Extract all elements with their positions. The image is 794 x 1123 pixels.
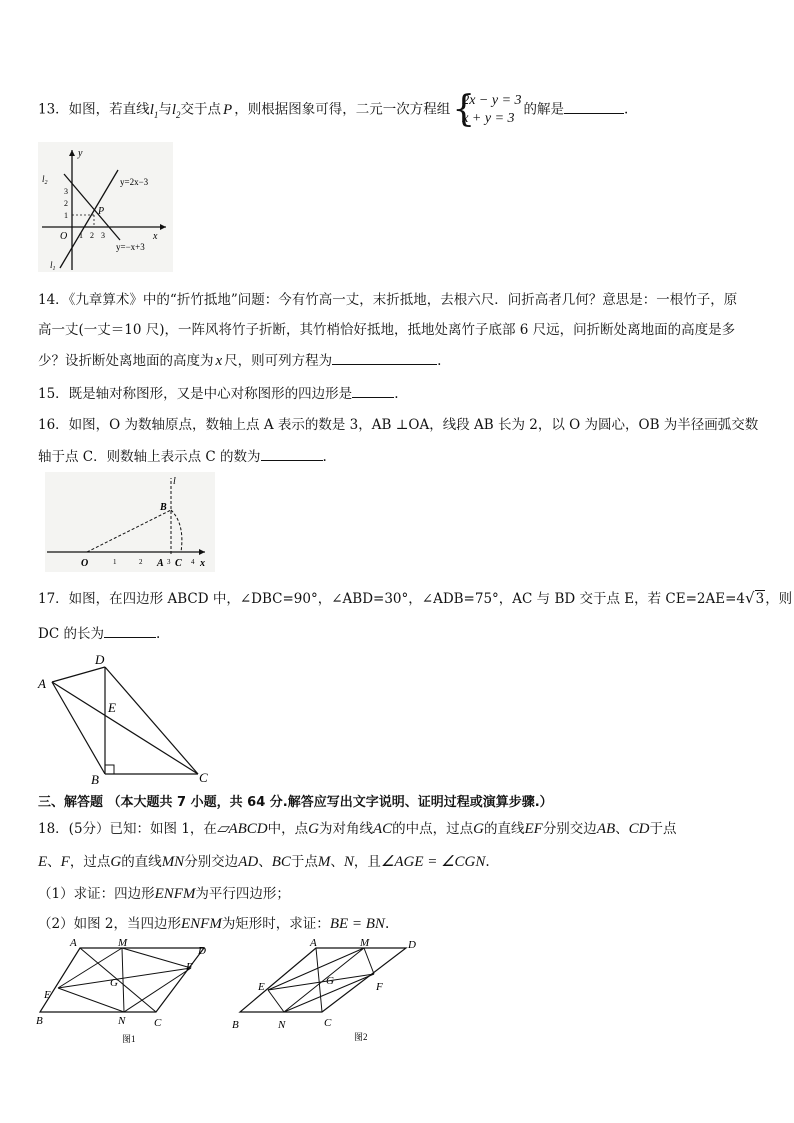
y-tick-2: 2 [64,199,68,208]
label-b: B [91,772,99,787]
diagonal-ac [52,682,198,774]
q18-l2-sep2: 、 [330,854,344,870]
edge-dc [105,667,198,774]
q18-sub1 [38,884,290,904]
label-l: l [173,476,176,487]
q17-line2 [38,623,160,644]
label-g: G [326,975,334,987]
label-a: A [38,676,46,691]
segment-ac: AC [372,821,393,837]
segment-mf [122,948,191,968]
section-3-header: 三、解答题 （本大题共 7 小题，共 64 分.解答应写出文字说明、证明过程或演算步骤.） [38,795,553,810]
label-b: B [36,1015,43,1027]
line-l1: $l_1$ [149,101,159,120]
q18-l2-b: ，过点 [69,854,111,870]
tick-4: 4 [191,558,195,566]
q16-graph [45,472,215,572]
label-c: C [324,1017,332,1029]
tick-3: 3 [167,558,171,566]
q18-l2-h: 于点 [290,854,318,870]
line1-label: y=2x−3 [120,177,149,187]
q18-text-b: 中，点 [267,821,309,837]
q14-line3-a: 少？设折断处离地面的高度为 [38,353,214,369]
q14-line3-b: 尺，则可列方程为 [224,353,333,369]
x-tick-2: 2 [90,231,94,240]
label-g: G [110,977,118,989]
q18-text-c: 为对角线 [318,821,373,837]
label-e: E [44,989,51,1001]
y-tick-3: 3 [64,187,68,196]
equation-system [452,89,522,130]
point-p-label: P [98,206,105,217]
quad-enfm-2: ENFM [180,916,222,932]
label-b: B [232,1019,239,1031]
y-axis-label: y [78,148,83,159]
q17-figure [35,652,220,787]
line-mn: MN [161,854,185,870]
q18-text-a: 18．(5分）已知：如图 1，在 [38,821,217,837]
q14-answer-blank[interactable] [332,350,437,365]
l2-label: $l_2$ [42,174,48,186]
parallelogram [240,948,406,1012]
label-c: C [199,770,208,785]
figure-1-caption: 图1 [122,1034,136,1044]
side-ab: AB [596,821,616,837]
label-d: D [408,939,416,951]
q14-line2: 高一丈(一丈＝10 尺)，一阵风将竹子折断，其竹梢恰好抵地，抵地处离竹子底部 6 尺远，问折断处离地面的高度是多 [38,322,736,338]
diagonal-ac [80,948,156,1012]
segment-em [268,948,364,990]
point-g-2: G [473,821,484,837]
tick-2: 2 [139,558,143,566]
q18-l2-end: . [485,854,490,870]
segment-mf [364,948,374,974]
segment-ne [268,990,284,1012]
q15-answer-blank[interactable] [352,383,394,398]
be-equals-bn: BE = BN [329,916,385,932]
point-p: P [223,101,233,118]
q18-l2-sep: 、 [258,854,272,870]
point-g: G [308,821,319,837]
q16-line2 [38,446,327,467]
diagonal-ac [316,948,322,1012]
x-tick-3: 3 [101,231,105,240]
q16-answer-blank[interactable] [261,446,323,461]
label-c: C [175,558,182,569]
q18-figure-2 [228,938,428,1048]
label-o: O [81,558,89,569]
q17-answer-blank[interactable] [104,623,156,638]
q13-mid1: 与 [158,101,172,118]
line-mn [284,948,364,1012]
label-c: C [154,1017,162,1029]
q17-line2-text: DC 的长为 [38,626,104,642]
equation-1: 2x − y = 3 [462,93,522,108]
q18-sub2 [38,914,389,934]
point-n: N [343,854,354,870]
equation-2: x + y = 3 [462,111,515,126]
brace: { [452,89,476,130]
label-n: N [118,1015,126,1027]
variable-x: x [215,353,223,369]
q13-answer-blank[interactable] [564,99,624,114]
q18-l2-c: 的直线 [121,854,162,870]
q18-figure-1 [36,938,221,1046]
l1-label: $l_1$ [50,260,56,272]
sqrt-symbol: √ [745,589,755,607]
line2-label: y=−x+3 [116,242,145,252]
side-bc: BC [271,854,291,870]
point-g-3: G [110,854,122,870]
q17-line1 [38,588,792,609]
x-axis-label: x [153,231,158,242]
q18-l2-a: 、 [47,854,61,870]
q18-text-d: 的中点，过点 [392,821,474,837]
right-angle-mark [105,765,114,774]
q13-text-before: 13．如图，若直线 [38,101,150,118]
line-mn [122,948,124,1012]
edge-ab [52,682,105,774]
label-f: F [376,981,383,993]
q18-sub2-mid: 为矩形时，求证： [221,916,330,932]
figure-2-caption: 图2 [354,1032,368,1042]
label-a: A [310,938,317,949]
label-f: F [186,961,193,973]
q14-line3 [38,350,441,371]
line-l2: $l_2$ [171,101,181,120]
q18-text-f: 分别交边 [542,821,597,837]
label-a: A [157,558,164,569]
q18-sub1-text: （1）求证：四边形 [38,886,155,902]
point-f: F [60,854,70,870]
edge-ad [52,667,105,682]
label-a: A [70,938,77,949]
q18-sub2-end: . [384,916,390,932]
y-tick-1: 1 [64,211,68,220]
segment-fn [124,968,191,1012]
q16-line1: 16．如图，O 为数轴原点，数轴上点 A 表示的数是 3，AB ⊥OA，线段 AB 长为 2，以 O 为圆心，OB 为半径画弧交数 [38,417,759,433]
q16-line2-text: 轴于点 C．则数轴上表示点 C 的数为 [38,449,261,465]
q17-line1-text: 17．如图，在四边形 ABCD 中，∠DBC=90°，∠ABD=30°，∠ADB=75°，AC 与 BD 交于点 E，若 CE=2AE=4 [38,591,746,607]
label-b: B [160,502,167,513]
q13-text [38,89,629,130]
label-x: x [200,558,205,569]
label-d: D [95,652,105,667]
label-m: M [118,938,128,949]
q14-line1: 14．《九章算术》中的“折竹抵地”问题：今有竹高一丈，末折抵地，去根六尺．问折高者几何？意思是：一根竹子，原 [38,292,738,308]
q18-text-g: 、 [615,821,629,837]
q13-text-after: ，则根据图象可得，二元一次方程组 [234,101,451,118]
angle-equation: ∠AGE = ∠CGN [380,854,486,870]
q15-text: 15．既是轴对称图形，又是中心对称图形的四边形是 [38,386,353,402]
q13-mid2: 交于点 [180,101,222,118]
side-ad: AD [238,854,259,870]
origin-label: O [60,231,68,242]
q15-period: . [394,386,399,402]
q13-period: . [624,101,629,118]
segment-ne [58,988,124,1012]
side-cd: CD [628,821,650,837]
q18-sub2-text: （2）如图 2，当四边形 [38,916,181,932]
q15-line [38,383,398,404]
q18-line1 [38,819,676,839]
line-ef: EF [524,821,543,837]
x-tick-1: 1 [79,231,83,240]
parallelogram-abcd: ▱ABCD [216,821,268,837]
q13-text-end: 的解是 [523,101,565,118]
q14-period: . [437,353,442,369]
label-m: M [360,938,370,949]
q13-graph [38,142,173,272]
label-e: E [258,981,265,993]
label-n: N [278,1019,286,1031]
q18-l2-d: 分别交边 [184,854,239,870]
q17-line1-end: ，则 [765,591,793,607]
q18-line2 [38,852,490,872]
q18-text-e: 的直线 [483,821,525,837]
quad-enfm: ENFM [154,886,196,902]
label-e: E [108,700,116,715]
q18-l2-i: ，且 [353,854,381,870]
q16-period: . [322,449,327,465]
q17-period: . [155,626,161,642]
label-d: D [198,945,206,957]
q18-text-h: 于点 [649,821,677,837]
q18-sub1-end: 为平行四边形； [195,886,290,902]
sqrt-value: 3 [755,591,765,607]
tick-1: 1 [113,558,117,566]
point-m: M [317,854,331,870]
point-e: E [38,854,48,870]
